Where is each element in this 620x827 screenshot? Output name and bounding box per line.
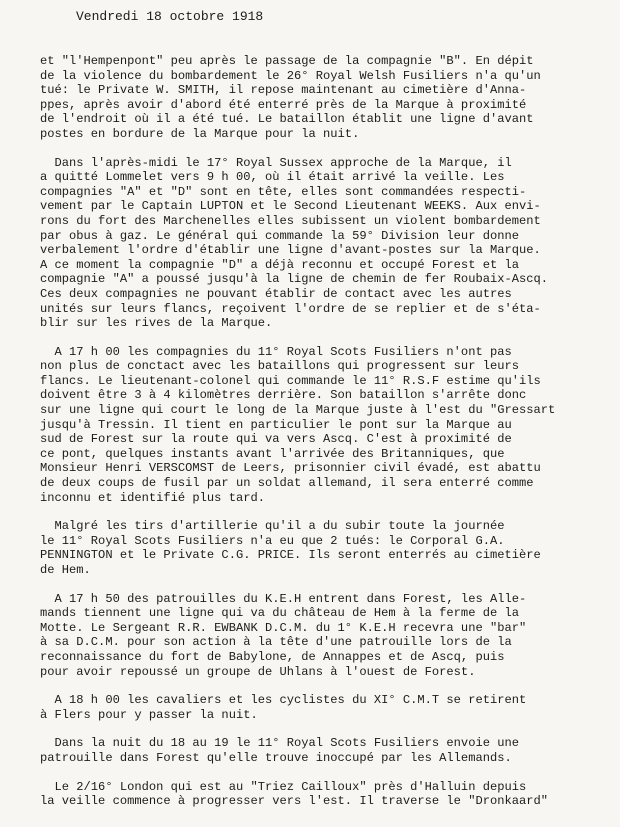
text-line: Monsieur Henri VERSCOMST de Leers, prisonnier civil évadé, est abattu: [40, 461, 541, 476]
text-line: mands tiennent une ligne qui va du château de Hem à la ferme de la: [40, 606, 519, 621]
text-line: blir sur les rives de la Marque.: [40, 316, 273, 331]
text-line: verbalement l'ordre d'établir une ligne d'avant-postes sur la Marque.: [40, 243, 541, 258]
text-line: A 18 h 00 les cavaliers et les cyclistes du XI° C.M.T se retirent: [40, 693, 527, 708]
text-line: postes en bordure de la Marque pour la nuit.: [40, 126, 360, 141]
text-line: de l'endroit où il a été tué. Le bataillon établit une ligne d'avant: [40, 112, 534, 127]
text-line: Motte. Le Sergeant R.R. EWBANK D.C.M. du 1° K.E.H recevra une "bar": [40, 620, 527, 635]
text-line: patrouille dans Forest qu'elle trouve inoccupé par les Allemands.: [40, 750, 512, 765]
text-line: compagnies "A" et "D" sont en tête, elles sont commandées respecti-: [40, 184, 527, 199]
text-line: a quitté Lommelet vers 9 h 00, où il était arrivé la veille. Les: [40, 170, 505, 185]
paragraph-6: [40, 693, 600, 722]
document-body: [40, 54, 600, 809]
text-line: tué: le Private W. SMITH, il repose maintenant au cimetière d'Anna-: [40, 83, 527, 98]
text-line: le 11° Royal Scots Fusiliers n'a eu que 2 tués: le Corporal G.A.: [40, 533, 505, 548]
text-line: rons du fort des Marchenelles elles subissent un violent bombardement: [40, 213, 541, 228]
text-line: ce pont, quelques instants avant l'arrivée des Britanniques, que: [40, 446, 505, 461]
text-line: A ce moment la compagnie "D" a déjà reconnu et occupé Forest et la: [40, 257, 519, 272]
text-line: reconnaissance du fort de Babylone, de Annappes et de Ascq, puis: [40, 649, 505, 664]
text-line: Malgré les tirs d'artillerie qu'il a du subir toute la journée: [40, 519, 505, 534]
page-date-header: Vendredi 18 octobre 1918: [76, 9, 264, 24]
paragraph-8: [40, 780, 600, 809]
text-line: doivent être 3 à 4 kilomètres derrière. Son bataillon s'arrête donc: [40, 388, 527, 403]
text-line: flancs. Le lieutenant-colonel qui commande le 11° R.S.F estime qu'ils: [40, 373, 541, 388]
text-line: jusqu'à Tressin. Il tient en particulier le pont sur la Marque au: [40, 417, 512, 432]
text-line: Le 2/16° London qui est au "Triez Cailloux" près d'Halluin depuis: [40, 779, 527, 794]
text-line: Dans la nuit du 18 au 19 le 11° Royal Scots Fusiliers envoie une: [40, 736, 519, 751]
text-line: de Hem.: [40, 563, 91, 577]
paragraph-3: [40, 345, 600, 506]
text-line: ppes, après avoir d'abord été enterré près de la Marque à proximité: [40, 97, 527, 112]
text-line: sud de Forest sur la route qui va vers Ascq. C'est à proximité de: [40, 432, 512, 447]
text-line: inconnu et identifié plus tard.: [40, 490, 265, 505]
paragraph-5: [40, 592, 600, 680]
text-line: Dans l'après-midi le 17° Royal Sussex approche de la Marque, il: [40, 155, 512, 170]
text-line: A 17 h 50 des patrouilles du K.E.H entrent dans Forest, les Alle-: [40, 591, 527, 606]
text-line: à Flers pour y passer la nuit.: [40, 707, 258, 722]
text-line: et "l'Hempenpont" peu après le passage de la compagnie "B". En dépit: [40, 54, 534, 68]
text-line: sur une ligne qui court le long de la Marque juste à l'est du "Gressart: [40, 403, 556, 418]
text-line: à sa D.C.M. pour son action à la tête d'une patrouille lors de la: [40, 635, 512, 650]
text-line: par obus à gaz. Le général qui commande la 59° Division leur donne: [40, 228, 519, 243]
text-line: compagnie "A" a poussé jusqu'à la ligne de chemin de fer Roubaix-Ascq.: [40, 272, 549, 287]
text-line: unités sur leurs flancs, reçoivent l'ordre de se replier et de s'éta-: [40, 301, 541, 316]
text-line: vement par le Captain LUPTON et le Second Lieutenant WEEKS. Aux envi-: [40, 199, 541, 214]
text-line: de deux coups de fusil par un soldat allemand, il sera enterré comme: [40, 476, 534, 491]
text-line: non plus de conctact avec les bataillons qui progressent sur leurs: [40, 359, 519, 374]
text-line: Ces deux compagnies ne pouvant établir de contact avec les autres: [40, 286, 512, 301]
text-line: PENNINGTON et le Private C.G. PRICE. Ils seront enterrés au cimetière: [40, 548, 541, 563]
paragraph-4: [40, 519, 600, 577]
text-line: la veille commence à progresser vers l'est. Il traverse le "Dronkaard": [40, 794, 549, 809]
text-line: pour avoir repoussé un groupe de Uhlans à l'ouest de Forest.: [40, 664, 476, 679]
text-line: de la violence du bombardement le 26° Royal Welsh Fusiliers n'a qu'un: [40, 68, 541, 83]
paragraph-2: [40, 156, 600, 331]
paragraph-1: [40, 54, 600, 142]
text-line: A 17 h 00 les compagnies du 11° Royal Scots Fusiliers n'ont pas: [40, 344, 512, 359]
paragraph-7: [40, 736, 600, 765]
